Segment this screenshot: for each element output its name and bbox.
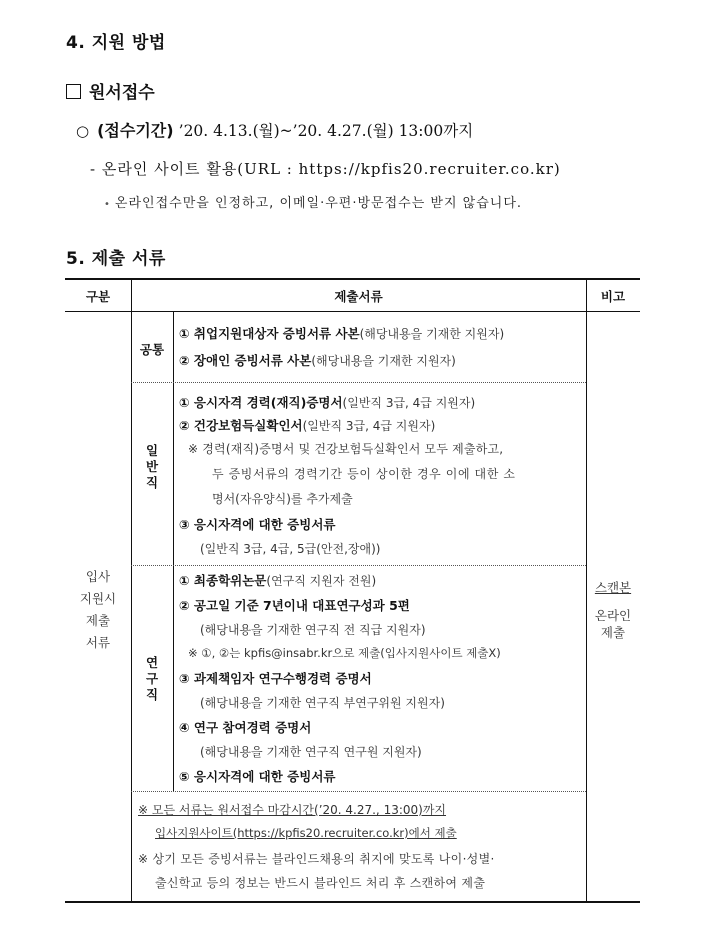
common-item-2	[179, 351, 456, 369]
common-item-1	[179, 324, 504, 342]
row-divider-common	[131, 382, 586, 383]
research-item-1	[179, 571, 376, 589]
general-label-char: 반	[145, 459, 159, 474]
section5-title: 5. 제출 서류	[66, 249, 166, 269]
research-label-char: 연	[145, 655, 159, 670]
general-note-line-1: ※ 경력(재직)증명서 및 건강보험득실확인서 모두 제출하고,	[188, 442, 504, 456]
header-category: 구분	[85, 289, 111, 304]
research-item-2-note: ※ ①, ②는 kpfis@insabr.kr으로 제출(입사지원사이트 제출X)	[188, 646, 501, 660]
general-item-3-bold: ③ 응시자격에 대한 증빙서류	[179, 517, 336, 532]
online-only-note	[104, 192, 522, 211]
common-item-2-bold: ② 장애인 증빙서류 사본	[179, 353, 312, 368]
row-divider-general	[131, 565, 586, 566]
group-research-label	[131, 655, 173, 703]
research-item-3-bold: ③ 과제책임자 연구수행경력 증명서	[179, 671, 372, 686]
remark-scan: 스캔본	[594, 580, 632, 595]
col-divider-1	[131, 278, 132, 903]
research-item-4-detail: (해당내용을 기재한 연구직 연구원 지원자)	[200, 745, 422, 759]
research-label-char: 직	[145, 687, 159, 702]
research-item-2-bold: ② 공고일 기준 7년이내 대표연구성과 5편	[179, 598, 410, 613]
section4-title: 4. 지원 방법	[66, 33, 166, 53]
research-item-3-detail: (해당내용을 기재한 연구직 부연구위원 지원자)	[200, 696, 445, 710]
left-category-label	[65, 566, 131, 654]
common-item-1-bold: ① 취업지원대상자 증빙서류 사본	[179, 326, 360, 341]
table-header-border	[65, 311, 640, 312]
bullet-dot-icon: •	[104, 199, 111, 210]
general-item-1	[179, 393, 475, 411]
general-note-line-2: 두 증빙서류의 경력기간 등이 상이한 경우 이에 대한 소	[212, 467, 516, 481]
circle-bullet-icon: ○	[76, 122, 90, 140]
remark-online-line: 제출	[600, 625, 626, 640]
general-item-1-bold: ① 응시자격 경력(재직)증명서	[179, 395, 343, 410]
research-item-4-bold: ④ 연구 참여경력 증명서	[179, 720, 312, 735]
col-divider-sub	[173, 311, 174, 792]
research-item-2	[179, 596, 410, 614]
online-site-line: - 온라인 사이트 활용(URL : https://kpfis20.recruiter.co.kr)	[90, 160, 561, 178]
research-item-4	[179, 718, 311, 736]
general-item-2	[179, 416, 435, 434]
research-item-3	[179, 669, 372, 687]
table-bottom-border	[65, 901, 640, 903]
row-divider-research	[131, 791, 586, 792]
footer-note-2-line-1: ※ 상기 모든 증빙서류는 블라인드채용의 취지에 맞도록 나이·성별·	[138, 852, 495, 866]
research-item-1-bold: ① 최종학위논문	[179, 573, 267, 588]
application-period	[76, 118, 473, 141]
general-item-3-detail: (일반직 3급, 4급, 5급(안전,장애))	[200, 542, 381, 556]
research-item-5-bold: ⑤ 응시자격에 대한 증빙서류	[179, 769, 336, 784]
general-label-char: 직	[145, 475, 159, 490]
footer-note-1-line-2: 입사지원사이트(https://kpfis20.recruiter.co.kr)에서 제출	[155, 826, 457, 840]
period-label: (접수기간)	[97, 121, 174, 140]
research-item-1-plain: (연구직 지원자 전원)	[266, 574, 377, 588]
group-common-label: 공통	[139, 342, 165, 357]
checkbox-square-icon	[66, 84, 81, 99]
research-item-5	[179, 767, 335, 785]
remark-online	[586, 607, 640, 641]
remark-online-line: 온라인	[594, 608, 632, 623]
group-general-label	[131, 443, 173, 491]
application-heading	[66, 78, 155, 103]
research-item-2-detail: (해당내용을 기재한 연구직 전 직급 지원자)	[200, 623, 426, 637]
general-label-char: 일	[145, 443, 159, 458]
general-item-2-plain: (일반직 3급, 4급 지원자)	[302, 419, 436, 433]
general-item-1-plain: (일반직 3급, 4급 지원자)	[342, 396, 476, 410]
footer-note-2-line-2: 출신학교 등의 정보는 반드시 블라인드 처리 후 스캔하여 제출	[155, 876, 486, 890]
left-label-line: 제출	[85, 613, 111, 628]
left-label-line: 지원시	[79, 591, 117, 606]
general-note-line-3: 명서(자유양식)를 추가제출	[212, 492, 353, 506]
left-label-line: 입사	[85, 569, 111, 584]
application-heading-text: 원서접수	[89, 83, 155, 103]
header-documents: 제출서류	[334, 289, 383, 304]
common-item-1-plain: (해당내용을 기재한 지원자)	[359, 327, 505, 341]
period-value: ’20. 4.13.(월)~’20. 4.27.(월) 13:00까지	[178, 122, 474, 140]
table-top-border	[65, 278, 640, 280]
header-remarks: 비고	[600, 289, 626, 304]
online-only-note-text: 온라인접수만을 인정하고, 이메일·우편·방문접수는 받지 않습니다.	[114, 196, 523, 211]
research-label-char: 구	[145, 671, 159, 686]
footer-note-1-line-1: ※ 모든 서류는 원서접수 마감시간(’20. 4.27., 13:00)까지	[138, 803, 447, 817]
left-label-line: 서류	[85, 635, 111, 650]
general-item-2-bold: ② 건강보험득실확인서	[179, 418, 303, 433]
common-item-2-plain: (해당내용을 기재한 지원자)	[311, 354, 456, 368]
general-item-3	[179, 515, 335, 533]
